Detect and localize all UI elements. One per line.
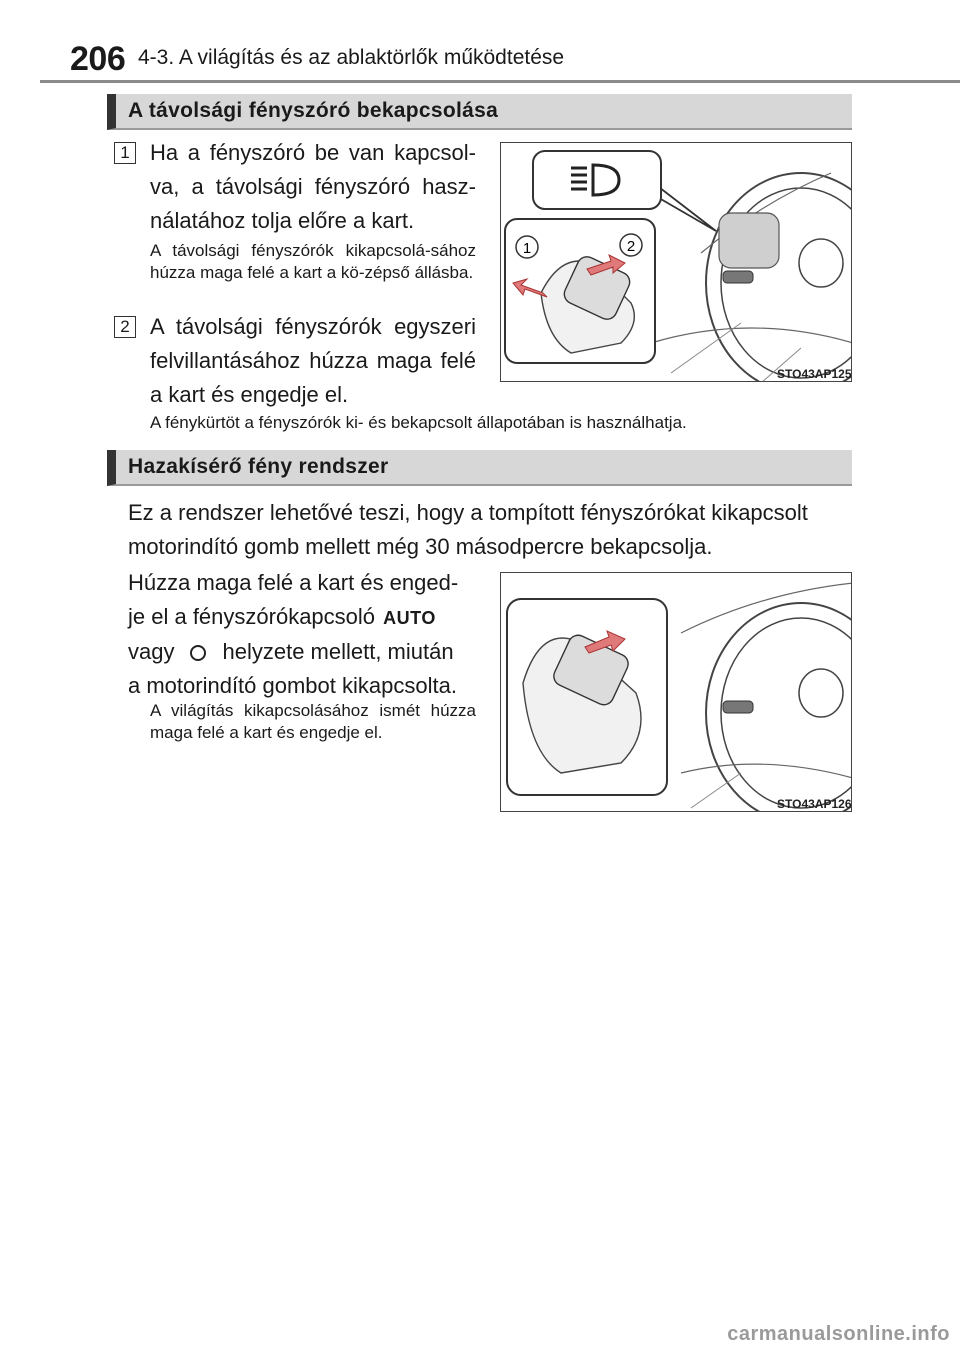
step-number-1: 1 bbox=[114, 142, 136, 164]
figure-high-beam-lever bbox=[500, 142, 852, 382]
callout-1: 1 bbox=[522, 240, 532, 257]
page-number: 206 bbox=[70, 40, 126, 78]
callout-2: 2 bbox=[626, 238, 636, 255]
step-number-2: 2 bbox=[114, 316, 136, 338]
figure-illustration bbox=[501, 143, 852, 382]
instruction-line-2: je el a fényszórókapcsoló AUTO bbox=[128, 600, 478, 635]
section-heading-high-beam bbox=[107, 94, 852, 130]
flash-note: A fénykürtöt a fényszórók ki- és bekapcsolt állapotában is használhatja. bbox=[150, 413, 687, 432]
section-title: Hazakísérő fény rendszer bbox=[128, 455, 389, 478]
follow-me-home-intro: Ez a rendszer lehetővé teszi, hogy a tompított fényszórókat kikapcsolt motorindító gomb mellett még 30 másodpercre bekapcsolja. bbox=[128, 500, 808, 559]
figure-code: STO43AP125 bbox=[777, 367, 852, 381]
header-divider bbox=[40, 80, 960, 83]
site-watermark: carmanualsonline.info bbox=[727, 1323, 950, 1345]
section-heading-follow-me-home bbox=[107, 450, 852, 486]
step-1-text: Ha a fényszóró be van kapcsol-va, a távolsági fényszóró hasz-nálatához tolja előre a kart. bbox=[150, 140, 476, 233]
follow-me-home-instructions bbox=[128, 566, 478, 703]
section-title: A távolsági fényszóró bekapcsolása bbox=[128, 99, 499, 122]
auto-icon: AUTO bbox=[383, 608, 436, 628]
figure-code: STO43AP126 bbox=[777, 797, 852, 811]
instruction-line-3: vagy helyzete mellett, miután bbox=[128, 639, 454, 664]
figure-follow-me-home-lever bbox=[500, 572, 852, 812]
step-1-note: A távolsági fényszórók kikapcsolá-sához húzza maga felé a kart a kö-zépső állásba. bbox=[150, 241, 476, 282]
headlight-position-icon bbox=[190, 645, 206, 661]
figure-illustration bbox=[501, 573, 852, 812]
step-2-text: A távolsági fényszórók egyszeri felvillantásához húzza maga felé a kart és engedje el. bbox=[150, 314, 476, 407]
chapter-title: 4-3. A világítás és az ablaktörlők működtetése bbox=[138, 46, 565, 69]
instruction-line-4: a motorindító gombot kikapcsolta. bbox=[128, 673, 457, 698]
follow-me-home-note: A világítás kikapcsolásához ismét húzza maga felé a kart és engedje el. bbox=[150, 701, 476, 742]
instruction-line-1: Húzza maga felé a kart és enged- bbox=[128, 570, 459, 595]
